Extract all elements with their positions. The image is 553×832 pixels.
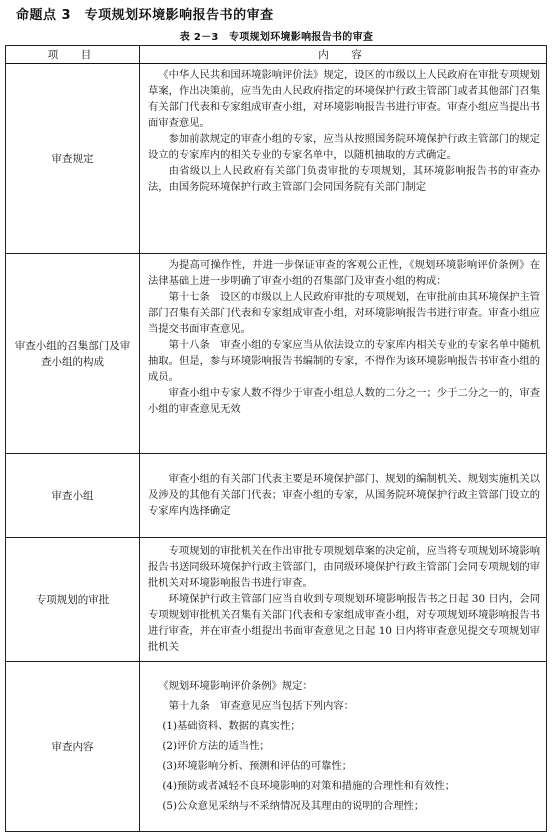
row-content bbox=[140, 254, 547, 454]
row-content bbox=[140, 454, 547, 538]
table-row-review-content bbox=[6, 662, 547, 832]
row-content bbox=[140, 538, 547, 662]
section-heading: 命题点 3 专项规划环境影响报告书的审查 bbox=[16, 8, 274, 23]
row-item-label: 审查小组的召集部门及审查小组的构成 bbox=[6, 254, 140, 454]
content-paragraph: 《规划环境影响评价条例》规定： bbox=[158, 680, 313, 692]
content-paragraph: 第十七条 设区的市级以上人民政府审批的专项规划，在审批前由其环境保护主管部门召集有关部门代表和专家组成审查小组，对环境影响报告书进行审查。审查小组应当提交书面审查意见。 bbox=[148, 291, 540, 335]
content-paragraph: 参加前款规定的审查小组的专家，应当从按照国务院环境保护行政主管部门的规定设立的专家库内的相关专业的专家名单中，以随机抽取的方式确定。 bbox=[148, 133, 540, 161]
row-item-label: 审查小组 bbox=[6, 454, 140, 538]
header-content: 内 容 bbox=[140, 46, 547, 64]
content-paragraph: 审查小组中专家人数不得少于审查小组总人数的二分之一；少于二分之一的，审查小组的审查意见无效 bbox=[148, 387, 540, 415]
content-list-item: (4)预防或者减轻不良环境影响的对策和措施的合理性和有效性； bbox=[162, 780, 456, 792]
row-content bbox=[140, 64, 547, 254]
table-header-row bbox=[6, 46, 547, 64]
row-content bbox=[140, 662, 547, 832]
content-paragraph: 《中华人民共和国环境影响评价法》规定，设区的市级以上人民政府在审批专项规划草案，作出决策前，应当先由人民政府指定的环境保护行政主管部门或者其他部门召集有关部门代表和专家组成审查小组，对环境影响报告书进行审查。审查小组应当提出书面审查意见。 bbox=[148, 69, 540, 129]
table-row-plan-approval bbox=[6, 538, 547, 662]
content-paragraph: 为提高可操作性，并进一步保证审查的客观公正性，《规划环境影响评价条例》在法律基础上进一步明确了审查小组的召集部门及审查小组的构成： bbox=[148, 259, 540, 287]
content-paragraph: 由省级以上人民政府有关部门负责审批的专项规划，其环境影响报告书的审查办法，由国务院环境保护行政主管部门会同国务院有关部门制定 bbox=[148, 165, 540, 193]
content-paragraph: 审查小组的有关部门代表主要是环境保护部门、规划的编制机关、规划实施机关以及涉及的其他有关部门代表；审查小组的专家，从国务院环境保护行政主管部门设立的专家库内选择确定 bbox=[148, 473, 540, 517]
content-paragraph: 第十八条 审查小组的专家应当从依法设立的专家库内相关专业的专家名单中随机抽取。但是，参与环境影响报告书编制的专家，不得作为该环境影响报告书审查小组的成员。 bbox=[148, 339, 540, 383]
table-row-review-rules bbox=[6, 64, 547, 254]
row-item-label: 审查规定 bbox=[6, 64, 140, 254]
row-item-label: 审查内容 bbox=[6, 662, 140, 832]
review-table bbox=[5, 45, 547, 832]
header-item: 项 目 bbox=[6, 46, 140, 64]
content-list-item: (3)环境影响分析、预测和评估的可靠性； bbox=[162, 760, 353, 772]
content-list-item: (2)评价方法的适当性； bbox=[162, 740, 270, 752]
content-list-item: (1)基础资料、数据的真实性； bbox=[162, 720, 301, 732]
content-paragraph: 环境保护行政主管部门应当自收到专项规划环境影响报告书之日起 30 日内，会同专项规划审批机关召集有关部门代表和专家组成审查小组，对专项规划环境影响报告书进行审查，并在审查小组提出书面审查意见之日起 10 日内将审查意见提交专项规划审批机关 bbox=[148, 593, 540, 653]
table-caption: 表 2－3 专项规划环境影响报告书的审查 bbox=[179, 32, 374, 43]
content-paragraph: 第十九条 审查意见应当包括下列内容： bbox=[168, 700, 354, 712]
content-paragraph: 专项规划的审批机关在作出审批专项规划草案的决定前，应当将专项规划环境影响报告书送同级环境保护行政主管部门，由同级环境保护行政主管部门会同专项规划的审批机关对环境影响报告书进行审查。 bbox=[148, 545, 540, 589]
content-list-item: (5)公众意见采纳与不采纳情况及其理由的说明的合理性； bbox=[162, 800, 425, 812]
table-row-group-composition bbox=[6, 254, 547, 454]
row-item-label: 专项规划的审批 bbox=[6, 538, 140, 662]
table-row-review-group bbox=[6, 454, 547, 538]
